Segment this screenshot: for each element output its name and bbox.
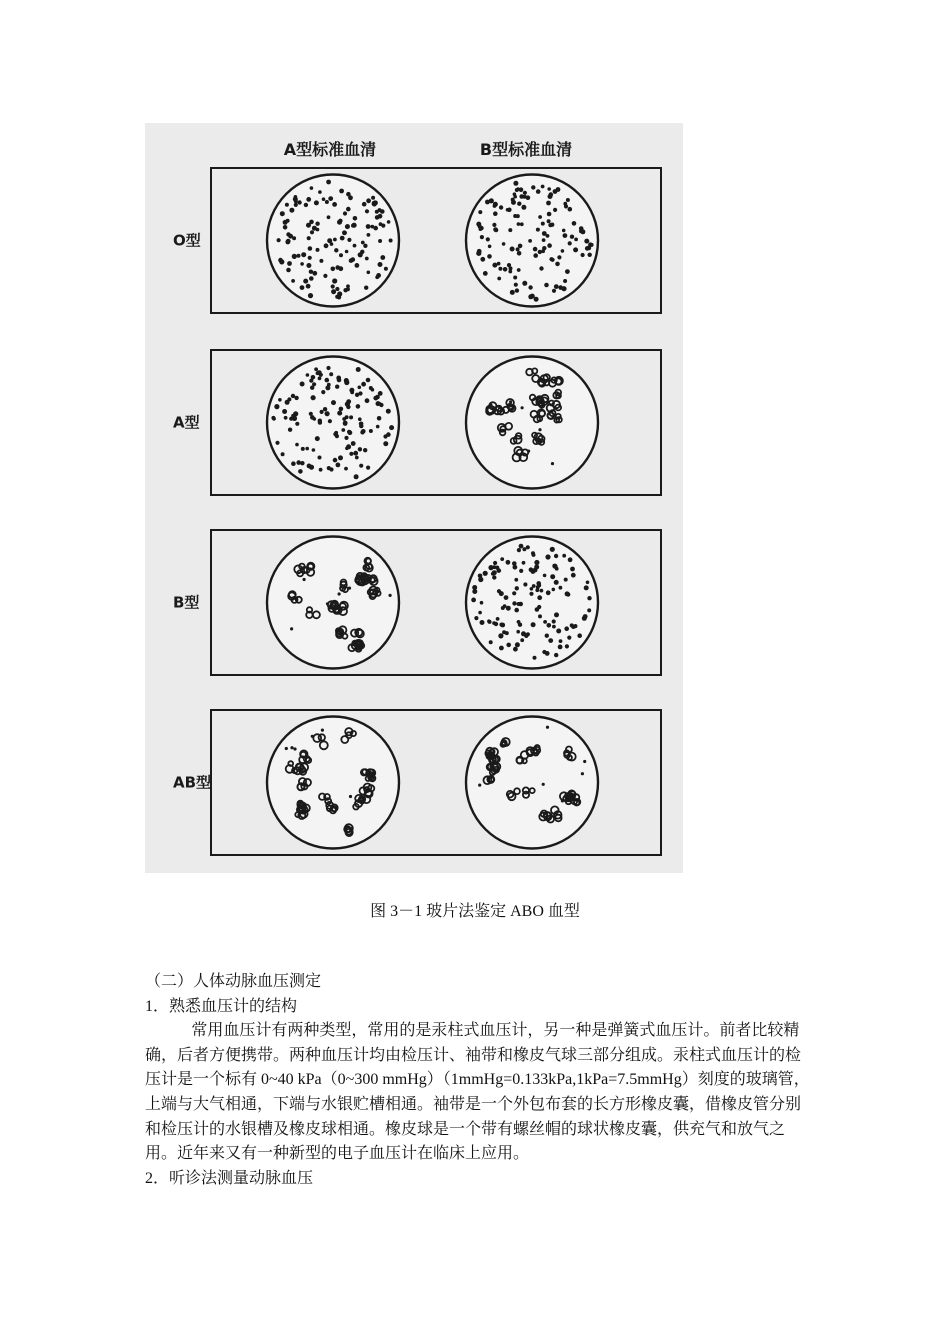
section-heading: （二）人体动脉血压测定 xyxy=(145,973,322,990)
slide-diagram xyxy=(145,123,683,873)
slide-row xyxy=(173,350,661,495)
dispersed-drop xyxy=(466,537,598,669)
dispersed-drop xyxy=(466,175,598,307)
row-label: O型 xyxy=(173,231,201,250)
slide-row xyxy=(173,168,661,313)
column-header-b-serum: B型标准血清 xyxy=(479,140,573,159)
row-label: B型 xyxy=(173,593,200,612)
body-text xyxy=(145,970,810,1191)
item-1-heading: 1．熟悉血压计的结构 xyxy=(145,997,298,1015)
agglutinated-drop xyxy=(267,537,399,669)
slide-row xyxy=(173,710,661,855)
abo-blood-typing-figure xyxy=(145,123,683,873)
figure-caption: 图 3－1 玻片法鉴定 ABO 血型 xyxy=(370,903,580,920)
slide-row xyxy=(173,530,661,675)
agglutinated-drop xyxy=(267,717,399,849)
dispersed-drop xyxy=(267,357,399,489)
structure-paragraph: 常用血压计有两种类型，常用的是汞柱式血压计，另一种是弹簧式血压计。前者比较精确，后者方便携带。两种血压计均由检压计、袖带和橡皮气球三部分组成。汞柱式血压计的检压计是一个标有 0~40 kPa（0~300 mmHg）（1mmHg=0.133kPa,1kPa=7.5mmHg）刻度的玻璃管，上端与大气相通，下端与水银贮槽相通。袖带是一个外包布套的长方形橡皮囊，借橡皮管分别和检压计的水银槽及橡皮球相通。橡皮球是一个带有螺丝帽的球状橡皮囊，供充气和放气之用。近年来又有一种新型的电子血压计在临床上应用。 xyxy=(145,1022,810,1163)
agglutinated-drop xyxy=(466,357,598,489)
row-label: A型 xyxy=(173,413,200,432)
item-2-heading: 2．听诊法测量动脉血压 xyxy=(145,1169,314,1187)
column-header-a-serum: A型标准血清 xyxy=(283,140,377,159)
dispersed-drop xyxy=(267,175,399,307)
agglutinated-drop xyxy=(466,717,598,849)
row-label: AB型 xyxy=(173,773,212,792)
